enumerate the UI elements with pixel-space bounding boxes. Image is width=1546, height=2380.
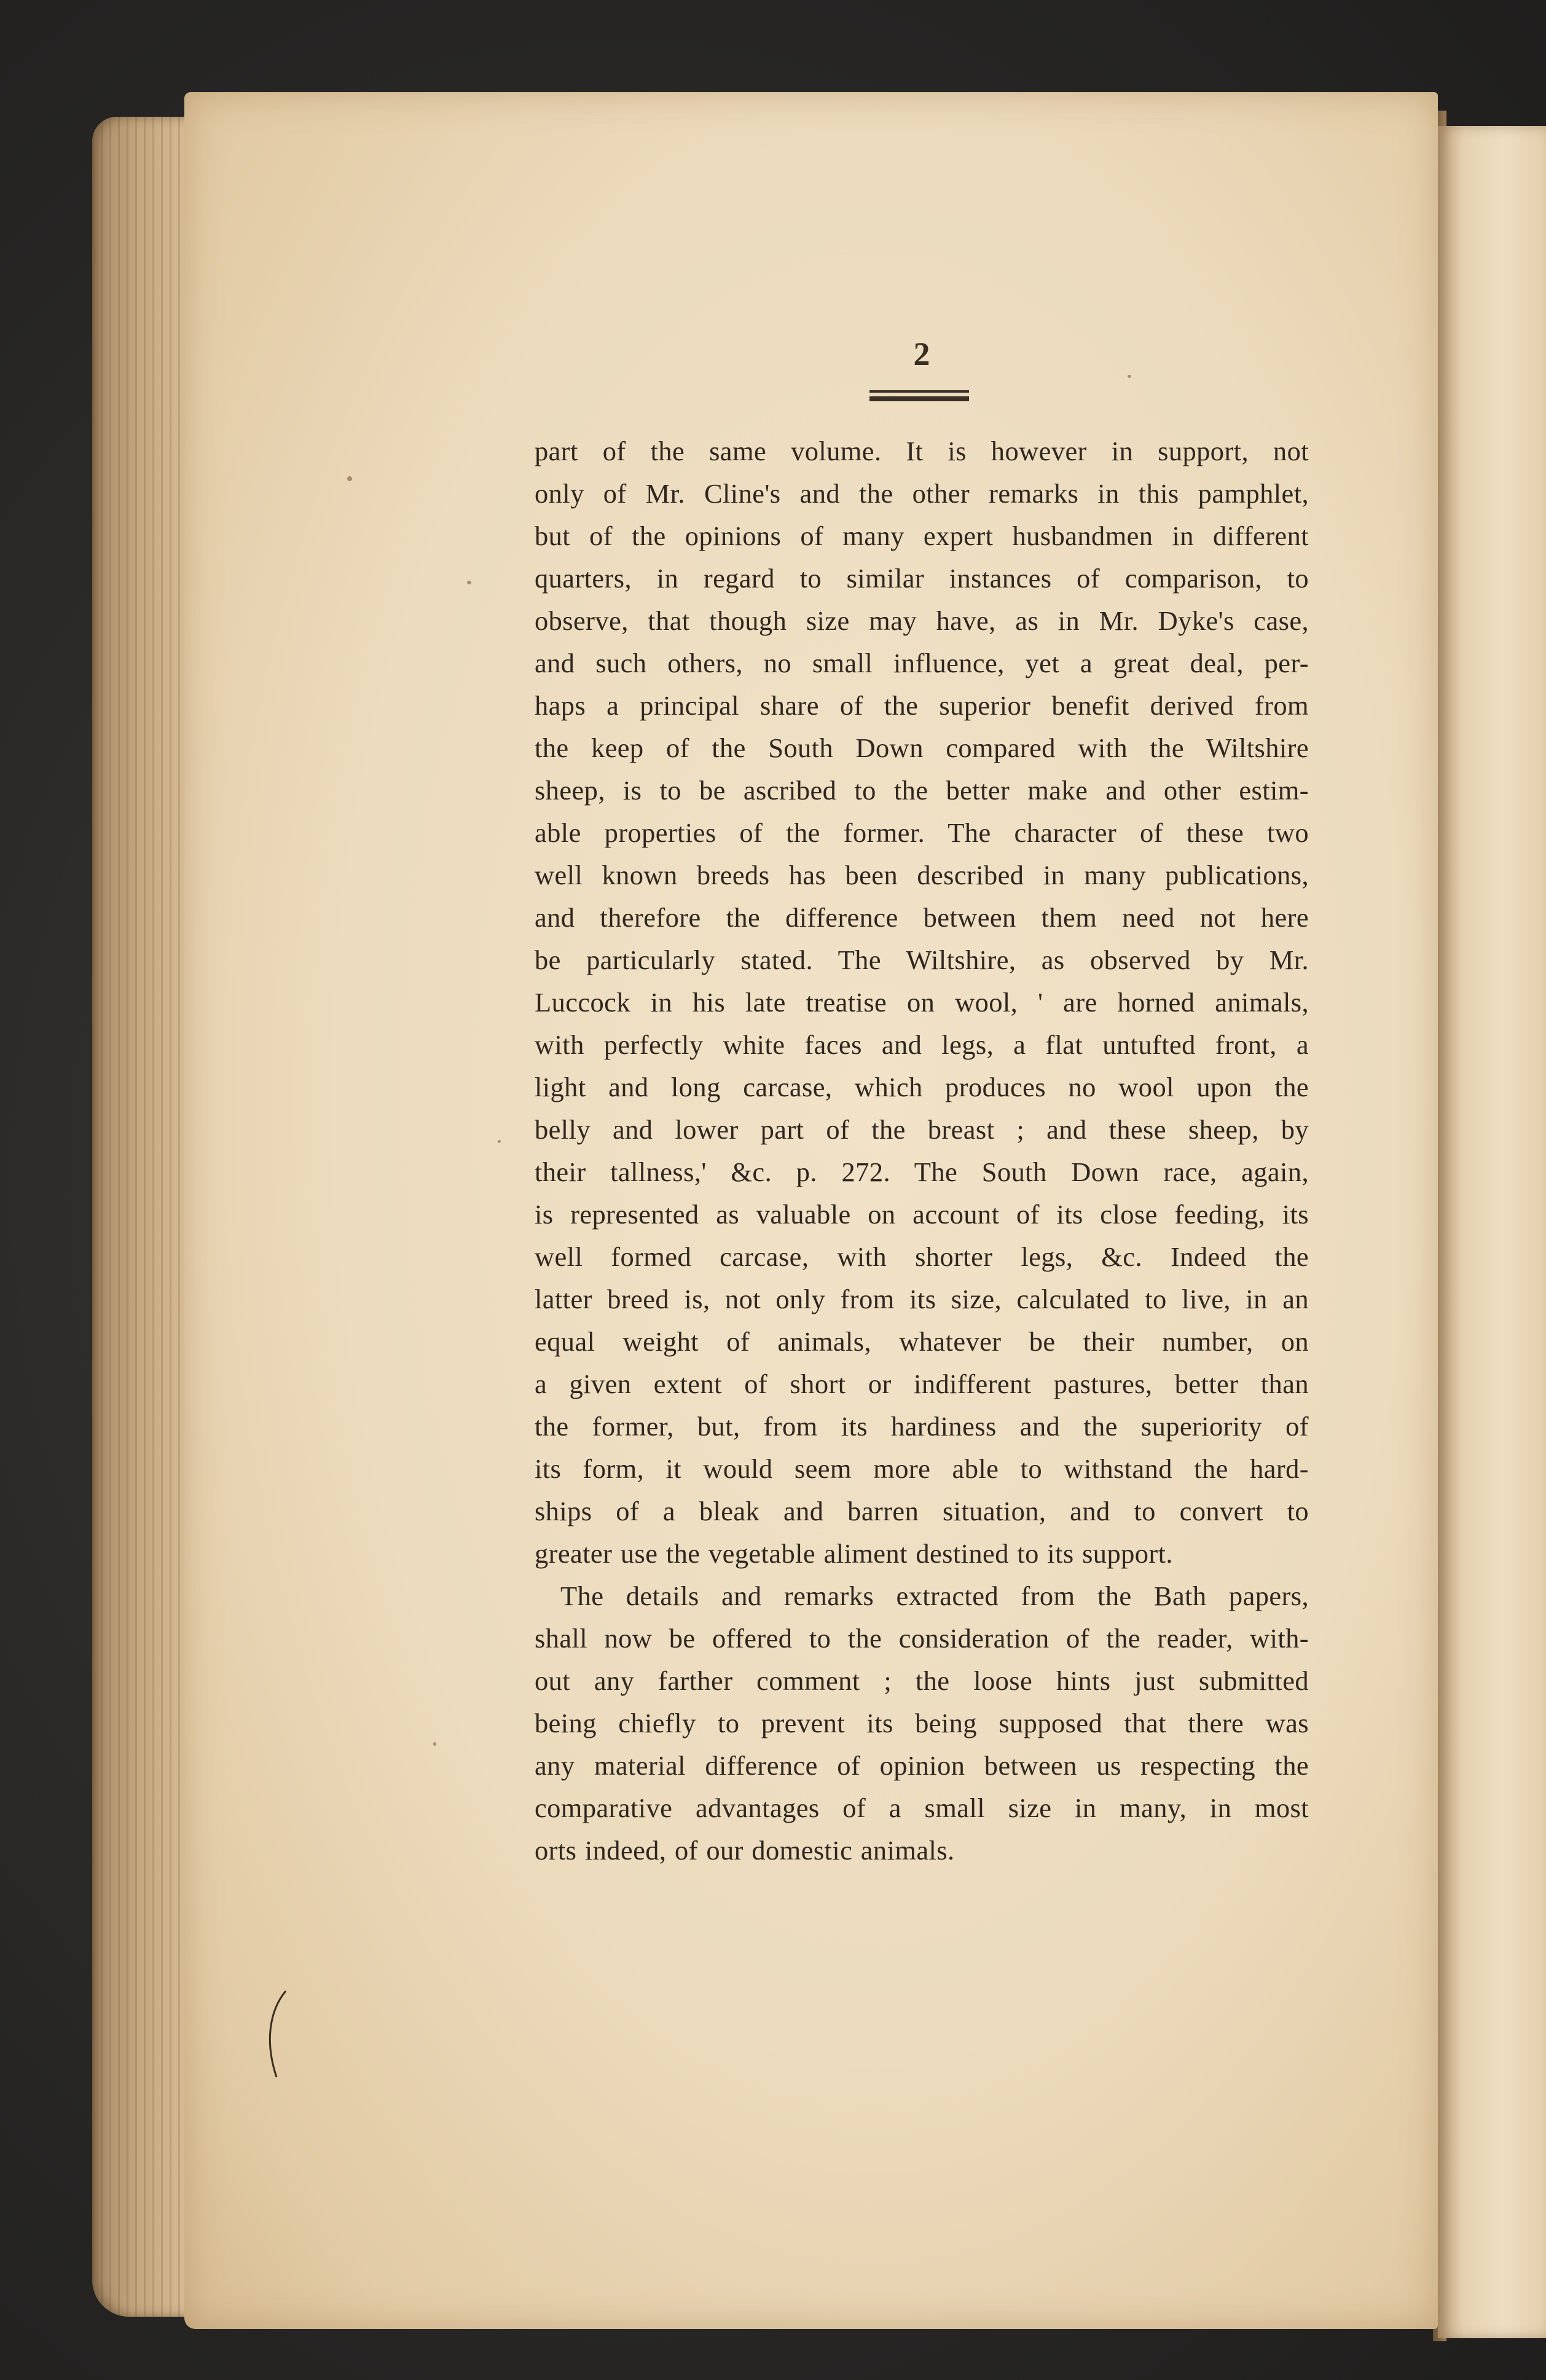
text-line: shall now be offered to the consideration of the reader, with- xyxy=(535,1623,1309,1654)
text-line: well formed carcase, with shorter legs, &c. Indeed the xyxy=(535,1241,1309,1272)
text-line: out any farther comment ; the loose hints just submitted xyxy=(535,1665,1309,1696)
text-line: part of the same volume. It is however in support, not xyxy=(535,436,1309,466)
text-line: the keep of the South Down compared with the Wiltshire xyxy=(535,732,1309,763)
paper-speck xyxy=(347,476,352,481)
text-line: belly and lower part of the breast ; and these sheep, by xyxy=(535,1114,1309,1145)
page-number: 2 xyxy=(913,336,930,372)
text-line: its form, it would seem more able to withstand the hard- xyxy=(535,1453,1309,1484)
text-line: comparative advantages of a small size in many, in most xyxy=(535,1793,1309,1823)
paper-speck xyxy=(498,1140,501,1143)
text-line: is represented as valuable on account of its close feeding, its xyxy=(535,1199,1309,1230)
text-line: observe, that though size may have, as in Mr. Dyke's case, xyxy=(535,605,1309,636)
text-line: quarters, in regard to similar instances of comparison, to xyxy=(535,563,1309,594)
text-line: Luccock in his late treatise on wool, ' are horned animals, xyxy=(535,987,1309,1018)
text-line: The details and remarks extracted from the Bath papers, xyxy=(560,1581,1309,1611)
text-line: their tallness,' &c. p. 272. The South Down race, again, xyxy=(535,1157,1309,1187)
text-line: and therefore the difference between them need not here xyxy=(535,902,1309,933)
text-line: latter breed is, not only from its size, calculated to live, in an xyxy=(535,1284,1309,1314)
text-line: ships of a bleak and barren situation, and to convert to xyxy=(535,1496,1309,1526)
text-line: able properties of the former. The character of these two xyxy=(535,817,1309,848)
text-line: the former, but, from its hardiness and the superiority of xyxy=(535,1411,1309,1442)
text-line: equal weight of animals, whatever be their number, on xyxy=(535,1326,1309,1357)
paper-speck xyxy=(1128,375,1131,378)
text-line: but of the opinions of many expert husbandmen in different xyxy=(535,520,1309,551)
paragraph-1 xyxy=(535,430,1309,1575)
text-line: orts indeed, of our domestic animals. xyxy=(535,1835,955,1866)
facing-page-edge xyxy=(1438,126,1546,2338)
pencil-mark xyxy=(258,1985,295,2083)
text-line: haps a principal share of the superior benefit derived from xyxy=(535,690,1309,721)
text-line: well known breeds has been described in many publications, xyxy=(535,860,1309,890)
text-line: greater use the vegetable aliment destined to its support. xyxy=(535,1538,1173,1569)
paper-speck xyxy=(433,1742,436,1746)
paragraph-2 xyxy=(535,1575,1309,1872)
text-line: only of Mr. Cline's and the other remarks in this pamphlet, xyxy=(535,478,1309,509)
text-line: sheep, is to be ascribed to the better make and other estim- xyxy=(535,775,1309,806)
text-line: and such others, no small influence, yet a great deal, per- xyxy=(535,648,1309,678)
paper-speck xyxy=(467,581,471,584)
header-rule xyxy=(869,390,969,401)
text-line: with perfectly white faces and legs, a flat untufted front, a xyxy=(535,1029,1309,1060)
text-line: light and long carcase, which produces no wool upon the xyxy=(535,1072,1309,1102)
text-line: be particularly stated. The Wiltshire, as observed by Mr. xyxy=(535,945,1309,975)
text-line: any material difference of opinion between us respecting the xyxy=(535,1750,1309,1781)
text-line: a given extent of short or indifferent pastures, better than xyxy=(535,1369,1309,1399)
text-line: being chiefly to prevent its being supposed that there was xyxy=(535,1708,1309,1738)
body-text xyxy=(535,430,1309,1872)
